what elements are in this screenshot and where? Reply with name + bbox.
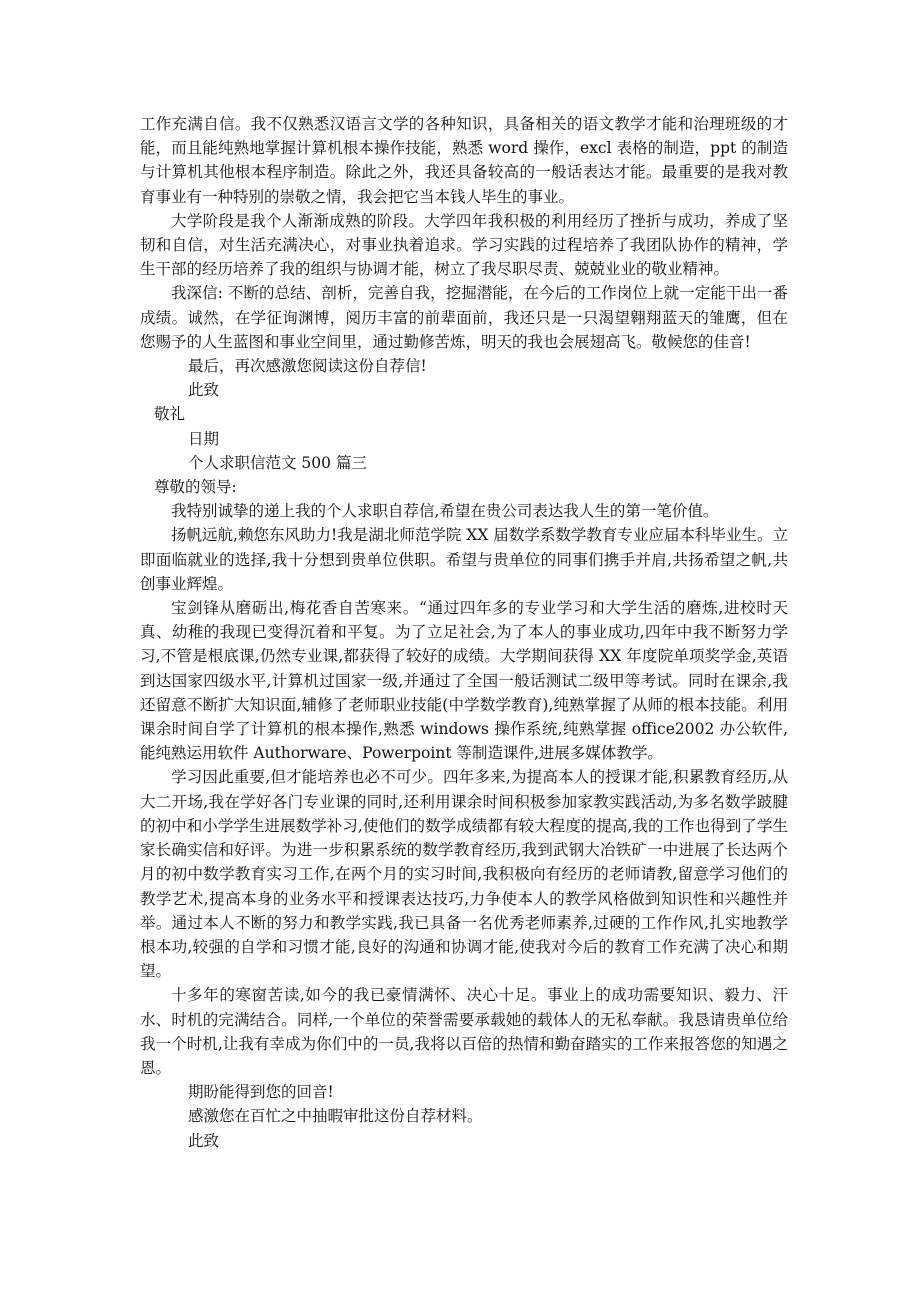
paragraph: 十多年的寒窗苦读,如今的我已豪情满怀、决心十足。事业上的成功需要知识、毅力、汗水、时机的完满结合。同样,一个单位的荣誉需要承载她的载体人的无私奉献。我恳请贵单位给我一个时机,让我有幸成为你们中的一员,我将以百倍的热情和勤奋踏实的工作来报答您的知遇之恩。 — [140, 986, 788, 1077]
document-body — [140, 112, 788, 1153]
paragraph: 我深信: 不断的总结、剖析，完善自我，挖掘潜能，在今后的工作岗位上就一定能干出一番成绩。诚然，在学征询渊博，阅历丰富的前辈面前，我还只是一只渴望翱翔蓝天的雏鹰，但在您赐予的人生蓝图和事业空间里，通过勤修苦炼，明天的我也会展翅高飞。敬候您的佳音! — [140, 284, 788, 351]
closing-salutation: 此致 — [188, 381, 220, 400]
paragraph: 我特别诚挚的递上我的个人求职自荐信,希望在贵公司表达我人生的第一笔价值。 — [171, 502, 719, 521]
paragraph: 大学阶段是我个人渐渐成熟的阶段。大学四年我积极的利用经历了挫折与成功，养成了坚韧和自信，对生活充满决心，对事业执着追求。学习实践的过程培养了我团队协作的精神，学生干部的经历培养了我的组织与协调才能，树立了我尽职尽责、兢兢业业的敬业精神。 — [140, 211, 788, 279]
paragraph: 期盼能得到您的回音! — [188, 1083, 334, 1102]
section-title: 个人求职信范文 500 篇三 — [188, 453, 367, 472]
closing-respect: 敬礼 — [154, 405, 186, 424]
paragraph: 学习因此重要,但才能培养也必不可少。四年多来,为提高本人的授课才能,积累教育经历,从大二开场,我在学好各门专业课的同时,还利用课余时间积极参加家教实践活动,为多名数学跛腱的初中和小学学生进展数学补习,使他们的数学成绩都有较大程度的提高,我的工作也得到了学生家长确实信和好评。为进一步积累系统的数学教育经历,我到武钢大冶铁矿一中进展了长达两个月的初中数学教育实习工作,在两个月的实习时间,我积极向有经历的老师请教,留意学习他们的教学艺术,提高本身的业务水平和授课表达技巧,力争使本人的教学风格做到知识性和兴趣性并举。通过本人不断的努力和教学实践,我已具备一名优秀老师素养,过硬的工作作风,扎实地教学根本功,较强的自学和习惯才能,良好的沟通和协调才能,使我对今后的教育工作充满了决心和期望。 — [140, 768, 788, 981]
paragraph: 最后，再次感激您阅读这份自荐信! — [188, 357, 427, 376]
greeting: 尊敬的领导: — [154, 478, 237, 497]
paragraph: 感激您在百忙之中抽暇审批这份自荐材料。 — [188, 1107, 483, 1126]
date-line: 日期 — [188, 429, 220, 448]
closing-salutation: 此致 — [188, 1131, 220, 1150]
paragraph: 宝剑锋从磨砺出,梅花香自苦寒来。“通过四年多的专业学习和大学生活的磨炼,进校时天真、幼稚的我现已变得沉着和平复。为了立足社会,为了本人的事业成功,四年中我不断努力学习,不管是根底课,仍然专业课,都获得了较好的成绩。大学期间获得 XX 年度院单项奖学金,英语到达国家四级水平,计算机过国家一级,并通过了全国一般话测试二级甲等考试。同时在课余,我还留意不断扩大知识面,辅修了老师职业技能(中学数学教育),纯熟掌握了从师的根本技能。利用课余时间自学了计算机的根本操作,熟悉 windows 操作系统,纯熟掌握 office2002 办公软件,能纯熟运用软件 Authorware、Powerpoint 等制造课件,进展多媒体教学。 — [140, 599, 788, 763]
paragraph: 工作充满自信。我不仅熟悉汉语言文学的各种知识，具备相关的语文教学才能和治理班级的才能，而且能纯熟地掌握计算机根本操作技能，熟悉 word 操作，excl 表格的制造，ppt 的制造与计算机其他根本程序制造。除此之外，我还具备较高的一般话表达才能。最重要的是我对教育事业有一种特别的崇敬之情，我会把它当本钱人毕生的事业。 — [140, 115, 788, 206]
paragraph: 扬帆远航,赖您东风助力!我是湖北师范学院 XX 届数学系数学教育专业应届本科毕业生。立即面临就业的选择,我十分想到贵单位供职。希望与贵单位的同事们携手并肩,共扬希望之帆,共创事业辉煌。 — [140, 526, 788, 593]
